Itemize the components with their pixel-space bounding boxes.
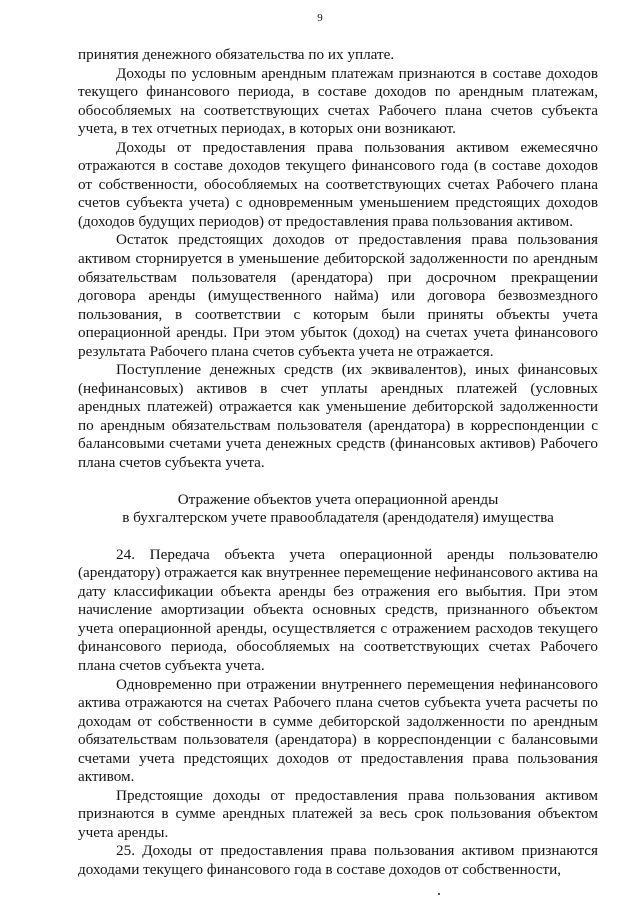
paragraph-conditional-lease-income: Доходы по условным арендным платежам признаются в составе доходов текущего финансового периода, в составе доходов по арендным платежам, обособляемых на соответствующих счетах Рабочего плана счетов субъекта учета, в тех отчетных периодах, в которых они возникают. xyxy=(78,64,598,138)
paragraph-upcoming-income: Предстоящие доходы от предоставления права пользования активом признаются в сумме арендных платежей за весь срок пользования объектом учета аренды. xyxy=(78,786,598,841)
paragraph-item-24: 24. Передача объекта учета операционной аренды пользователю (арендатору) отражается как внутреннее перемещение нефинансового актива на дату классификации объекта аренды без отражения его выбытия. При этом начисление амортизации объекта основных средств, признанного объектом учета операционной аренды, осуществляется с отражением расходов текущего финансового периода, обособляемых на соответствующих счетах Рабочего плана счетов субъекта учета. xyxy=(78,545,598,674)
paragraph-right-of-use-income: Доходы от предоставления права пользования активом ежемесячно отражаются в составе доходов текущего финансового года (в составе доходов от собственности, обособляемых на соответствующих счетах Рабочего плана счетов субъекта учета) с одновременным уменьшением предстоящих доходов (доходов будущих периодов) от предоставления права пользования активом. xyxy=(78,138,598,230)
paragraph-internal-transfer: Одновременно при отражении внутреннего перемещения нефинансового актива отражаются на счетах Рабочего плана счетов субъекта учета расчеты по доходам от собственности в сумме дебиторской задолженности по арендным обязательствам пользователя (арендатора) в корреспонденции с балансовыми счетами учета предстоящих доходов от предоставления права пользования активом. xyxy=(78,675,598,786)
paragraph-cash-receipts: Поступление денежных средств (их эквивалентов), иных финансовых (нефинансовых) активов в счет уплаты арендных платежей (условных арендных платежей) отражается как уменьшение дебиторской задолженности по арендным обязательствам пользователя (арендатора) в корреспонденции с балансовыми счетами учета денежных средств (финансовых активов) Рабочего плана счетов субъекта учета. xyxy=(78,361,598,472)
scan-speck xyxy=(438,893,440,895)
page-number: 9 xyxy=(317,12,323,24)
section-heading xyxy=(78,491,598,528)
paragraph-remaining-income-reversal: Остаток предстоящих доходов от предоставления права пользования активом сторнируется в уменьшение дебиторской задолженности по арендным обязательствам пользователя (арендатора) при досрочном прекращении договора аренды (имущественного найма) или договора безвозмездного пользования, в соответствии с которым были приняты объекты учета операционной аренды. При этом убыток (доход) на счетах учета финансового результата Рабочего плана счетов субъекта учета не отражается. xyxy=(78,231,598,360)
section-heading-line-2: в бухгалтерском учете правообладателя (арендодателя) имущества xyxy=(122,509,554,527)
paragraph-item-25: 25. Доходы от предоставления права пользования активом признаются доходами текущего финансового года в составе доходов от собственности, xyxy=(78,842,598,878)
document-body xyxy=(78,46,598,880)
section-heading-line-1: Отражение объектов учета операционной аренды xyxy=(177,490,499,508)
paragraph-continuation: принятия денежного обязательства по их уплате. xyxy=(78,46,395,63)
